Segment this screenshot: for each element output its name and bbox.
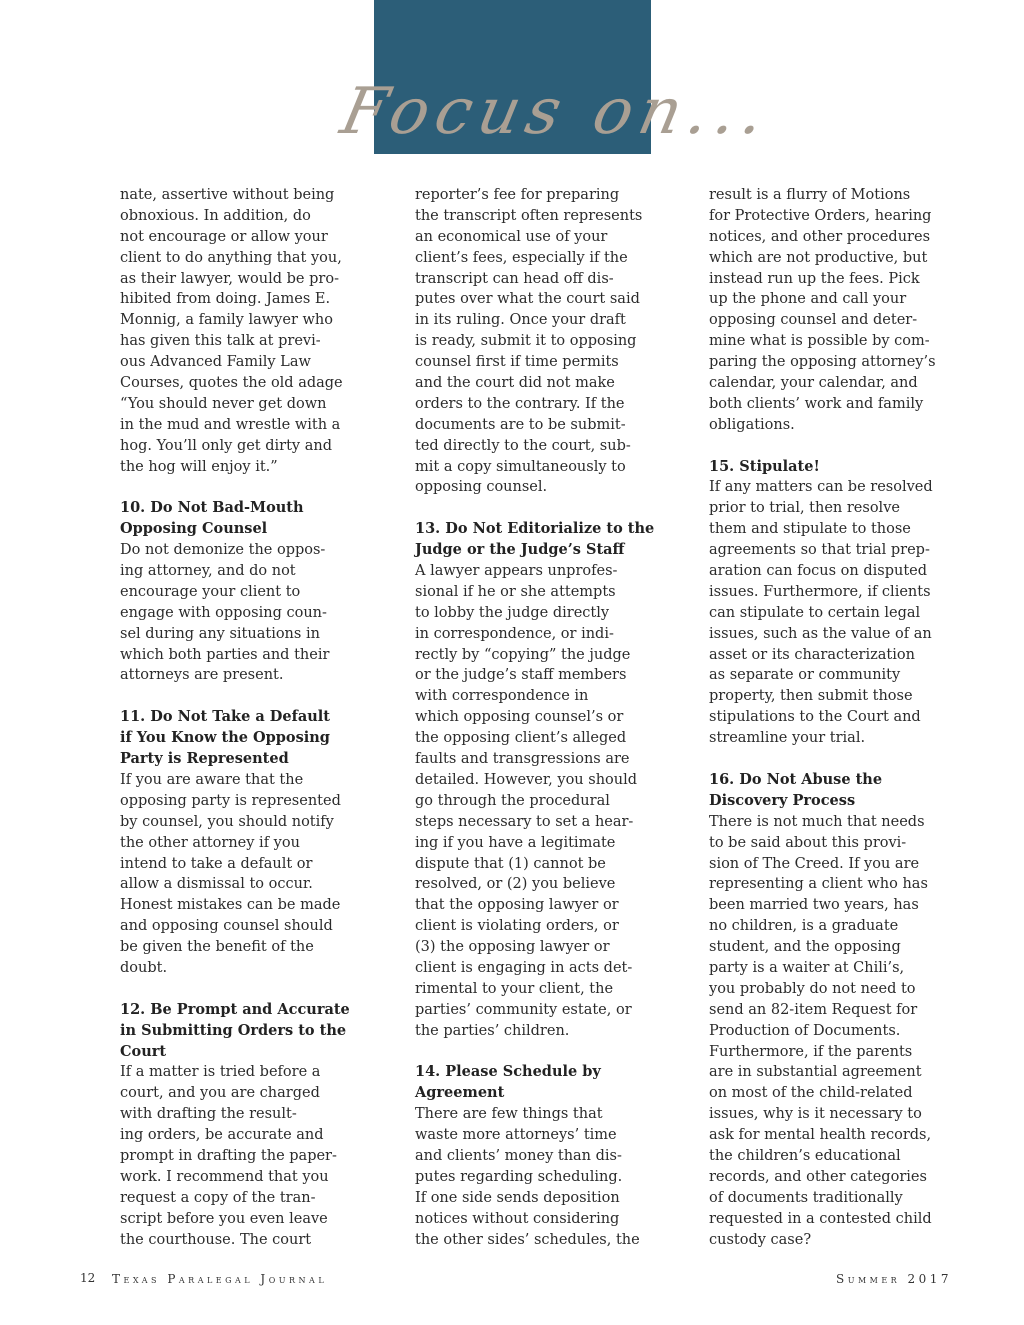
body-text-line: doubt. [120, 959, 168, 976]
body-text-line: sional if he or she attempts [415, 583, 616, 600]
body-text-line: ing attorney, and do not [120, 563, 296, 580]
body-text-line: representing a client who has [709, 876, 928, 893]
body-text-line: on most of the child-related [709, 1085, 913, 1102]
body-text-line: are in substantial agreement [709, 1064, 922, 1081]
body-text-line: requested in a contested child [709, 1210, 932, 1227]
paragraph-spacer [120, 477, 320, 498]
section-heading-line: Court [120, 1042, 167, 1060]
body-text-line: counsel first if time permits [415, 354, 619, 371]
body-text-line: client’s fees, especially if the [415, 249, 628, 266]
body-text-line: the opposing client’s alleged [415, 730, 627, 747]
body-text-line: the other attorney if you [120, 834, 300, 851]
section-heading-line: in Submitting Orders to the [120, 1021, 347, 1039]
body-text-line: streamline your trial. [709, 730, 866, 747]
body-text-line: hog. You’ll only get dirty and [120, 437, 332, 454]
paragraph-spacer [415, 1042, 615, 1063]
body-text-line: in the mud and wrestle with a [120, 416, 341, 433]
body-text-line: which opposing counsel’s or [415, 709, 624, 726]
body-text-line: you probably do not need to [709, 980, 916, 997]
body-text-line: A lawyer appears unprofes- [415, 563, 618, 580]
article-column-1 [120, 185, 350, 1250]
body-text-line: for Protective Orders, hearing [709, 207, 932, 224]
body-text-line: putes over what the court said [415, 291, 640, 308]
body-text-line: with correspondence in [415, 688, 589, 705]
body-text-line: script before you even leave [120, 1210, 328, 1227]
issue-date: Summer 2017 [836, 1272, 953, 1286]
page-number: 12 [80, 1271, 96, 1285]
body-text-line: an economical use of your [415, 228, 608, 245]
body-text-line: by counsel, you should notify [120, 813, 334, 830]
body-text-line: notices, and other procedures [709, 228, 931, 245]
body-text-line: property, then submit those [709, 688, 913, 705]
body-text-line: steps necessary to set a hear- [415, 813, 634, 830]
section-heading-line: Judge or the Judge’s Staff [415, 541, 625, 559]
body-text-line: the parties’ children. [415, 1022, 570, 1039]
body-text-line: If one side sends deposition [415, 1189, 620, 1206]
body-text-line: “You should never get down [120, 395, 327, 412]
body-text-line: client is engaging in acts det- [415, 959, 633, 976]
section-heading-line: 13. Do Not Editorialize to the [415, 520, 655, 538]
body-text-line: stipulations to the Court and [709, 709, 921, 726]
body-text-line: prompt in drafting the paper- [120, 1147, 337, 1164]
body-text-line: mine what is possible by com- [709, 333, 930, 350]
body-text-line: has given this talk at previ- [120, 333, 321, 350]
body-text-line: calendar, your calendar, and [709, 375, 918, 392]
body-text-line: been married two years, has [709, 897, 919, 914]
body-text-line: If you are aware that the [120, 771, 304, 788]
body-text-line: result is a flurry of Motions [709, 187, 911, 203]
body-text-line: not encourage or allow your [120, 228, 328, 245]
body-text-line: as separate or community [709, 667, 901, 684]
section-heading-line: 10. Do Not Bad-Mouth [120, 499, 304, 517]
body-text-line: agreements so that trial prep- [709, 542, 930, 559]
section-heading-line: 16. Do Not Abuse the [709, 770, 883, 788]
body-text-line: notices without considering [415, 1210, 620, 1227]
body-text-line: client is violating orders, or [415, 918, 619, 935]
body-text-line: parties’ community estate, or [415, 1001, 632, 1018]
body-text-line: asset or its characterization [709, 646, 915, 663]
body-text-line: Production of Documents. [709, 1022, 901, 1039]
body-text-line: or the judge’s staff members [415, 667, 627, 684]
body-text-line: client to do anything that you, [120, 249, 342, 266]
body-text-line: obligations. [709, 416, 795, 433]
body-text-line: intend to take a default or [120, 855, 313, 872]
body-text-line: opposing party is represented [120, 792, 341, 809]
paragraph-spacer [120, 979, 320, 1000]
body-text-line: mit a copy simultaneously to [415, 458, 626, 475]
body-text-line: the courthouse. The court [120, 1231, 312, 1248]
body-text-line: with drafting the result- [120, 1106, 297, 1123]
body-text-line: opposing counsel and deter- [709, 312, 918, 329]
body-text-line: faults and transgressions are [415, 751, 630, 768]
body-text-line: encourage your client to [120, 583, 301, 600]
body-text-line: documents are to be submit- [415, 416, 626, 433]
body-text-line: records, and other categories [709, 1168, 927, 1185]
body-text-line: and opposing counsel should [120, 918, 333, 935]
body-text-line: paring the opposing attorney’s [709, 354, 936, 371]
body-text-line: hibited from doing. James E. [120, 291, 331, 308]
section-heading-line: 12. Be Prompt and Accurate [120, 1000, 350, 1018]
body-text-line: sel during any situations in [120, 625, 320, 642]
section-heading-line: Agreement [415, 1084, 505, 1102]
body-text-line: student, and the opposing [709, 939, 901, 956]
body-text-line: opposing counsel. [415, 479, 548, 496]
body-text-line: aration can focus on disputed [709, 563, 928, 580]
body-text-line: engage with opposing coun- [120, 604, 327, 621]
body-text-line: in its ruling. Once your draft [415, 312, 626, 329]
body-text-line: can stipulate to certain legal [709, 604, 921, 621]
paragraph-spacer [120, 686, 320, 707]
section-heading-line: Opposing Counsel [120, 520, 268, 538]
body-text-line: ous Advanced Family Law [120, 354, 311, 371]
body-text-line: the children’s educational [709, 1147, 901, 1164]
body-text-line: issues, why is it necessary to [709, 1106, 922, 1123]
body-text-line: dispute that (1) cannot be [415, 855, 606, 872]
body-text-line: ask for mental health records, [709, 1127, 932, 1144]
body-text-line: go through the procedural [415, 792, 610, 809]
body-text-line: instead run up the fees. Pick [709, 270, 920, 287]
body-text-line: party is a waiter at Chili’s, [709, 959, 905, 976]
paragraph-spacer [415, 498, 615, 519]
publication-name: Texas Paralegal Journal [112, 1272, 328, 1286]
section-heading-line: Discovery Process [709, 791, 856, 809]
body-text-line: which are not productive, but [709, 249, 928, 266]
section-heading-line: Party is Represented [120, 750, 289, 768]
body-text-line: the transcript often represents [415, 207, 643, 224]
body-text-line: There are few things that [415, 1106, 603, 1123]
body-text-line: If any matters can be resolved [709, 479, 933, 496]
body-text-line: to lobby the judge directly [415, 604, 610, 621]
section-heading-line: 14. Please Schedule by [415, 1063, 601, 1081]
body-text-line: Monnig, a family lawyer who [120, 312, 333, 329]
body-text-line: There is not much that needs [709, 813, 925, 830]
body-text-line: both clients’ work and family [709, 395, 924, 412]
body-text-line: sion of The Creed. If you are [709, 855, 920, 872]
body-text-line: in correspondence, or indi- [415, 625, 614, 642]
body-text-line: Furthermore, if the parents [709, 1043, 913, 1060]
body-text-line: of documents traditionally [709, 1189, 903, 1206]
body-text-line: request a copy of the tran- [120, 1189, 316, 1206]
body-text-line: transcript can head off dis- [415, 270, 614, 287]
body-text-line: putes regarding scheduling. [415, 1168, 623, 1185]
body-text-line: orders to the contrary. If the [415, 395, 625, 412]
body-text-line: and clients’ money than dis- [415, 1147, 622, 1164]
body-text-line: which both parties and their [120, 646, 330, 663]
body-text-line: the other sides’ schedules, the [415, 1231, 640, 1248]
body-text-line: to be said about this provi- [709, 834, 907, 851]
body-text-line: as their lawyer, would be pro- [120, 270, 339, 287]
body-text-line: (3) the opposing lawyer or [415, 939, 610, 956]
paragraph-spacer [709, 436, 909, 457]
body-text-line: issues, such as the value of an [709, 625, 932, 642]
body-text-line: court, and you are charged [120, 1085, 320, 1102]
body-text-line: ing orders, be accurate and [120, 1127, 324, 1144]
body-text-line: no children, is a graduate [709, 918, 899, 935]
body-text-line: be given the benefit of the [120, 939, 314, 956]
body-text-line: allow a dismissal to occur. [120, 876, 313, 893]
body-text-line: waste more attorneys’ time [415, 1127, 617, 1144]
body-text-line: reporter’s fee for preparing [415, 187, 620, 203]
body-text-line: custody case? [709, 1231, 812, 1248]
body-text-line: issues. Furthermore, if clients [709, 583, 931, 600]
body-text-line: rimental to your client, the [415, 980, 614, 997]
body-text-line: ted directly to the court, sub- [415, 437, 631, 454]
body-text-line: ing if you have a legitimate [415, 834, 616, 851]
article-column-2 [415, 185, 655, 1250]
body-text-line: If a matter is tried before a [120, 1064, 321, 1081]
body-text-line: prior to trial, then resolve [709, 500, 900, 517]
article-column-3 [709, 185, 936, 1250]
body-text-line: work. I recommend that you [120, 1168, 329, 1185]
body-text-line: and the court did not make [415, 375, 615, 392]
body-text-line: them and stipulate to those [709, 521, 911, 538]
body-text-line: is ready, submit it to opposing [415, 333, 637, 350]
section-heading-line: 11. Do Not Take a Default [120, 708, 330, 726]
section-title-script: Focus on... [334, 75, 778, 149]
body-text-line: Courses, quotes the old adage [120, 375, 343, 392]
paragraph-spacer [709, 749, 909, 770]
section-heading-line: if You Know the Opposing [120, 729, 330, 747]
body-text-line: up the phone and call your [709, 291, 907, 308]
body-text-line: resolved, or (2) you believe [415, 876, 616, 893]
body-text-line: obnoxious. In addition, do [120, 207, 311, 224]
body-text-line: detailed. However, you should [415, 771, 638, 788]
section-heading-line: 15. Stipulate! [709, 457, 820, 475]
body-text-line: Honest mistakes can be made [120, 897, 341, 914]
body-text-line: Do not demonize the oppos- [120, 542, 326, 559]
body-text-line: send an 82-item Request for [709, 1001, 918, 1018]
body-text-line: nate, assertive without being [120, 187, 335, 203]
body-text-line: rectly by “copying” the judge [415, 646, 631, 663]
body-text-line: attorneys are present. [120, 667, 284, 684]
body-text-line: the hog will enjoy it.” [120, 458, 278, 475]
body-text-line: that the opposing lawyer or [415, 897, 619, 914]
